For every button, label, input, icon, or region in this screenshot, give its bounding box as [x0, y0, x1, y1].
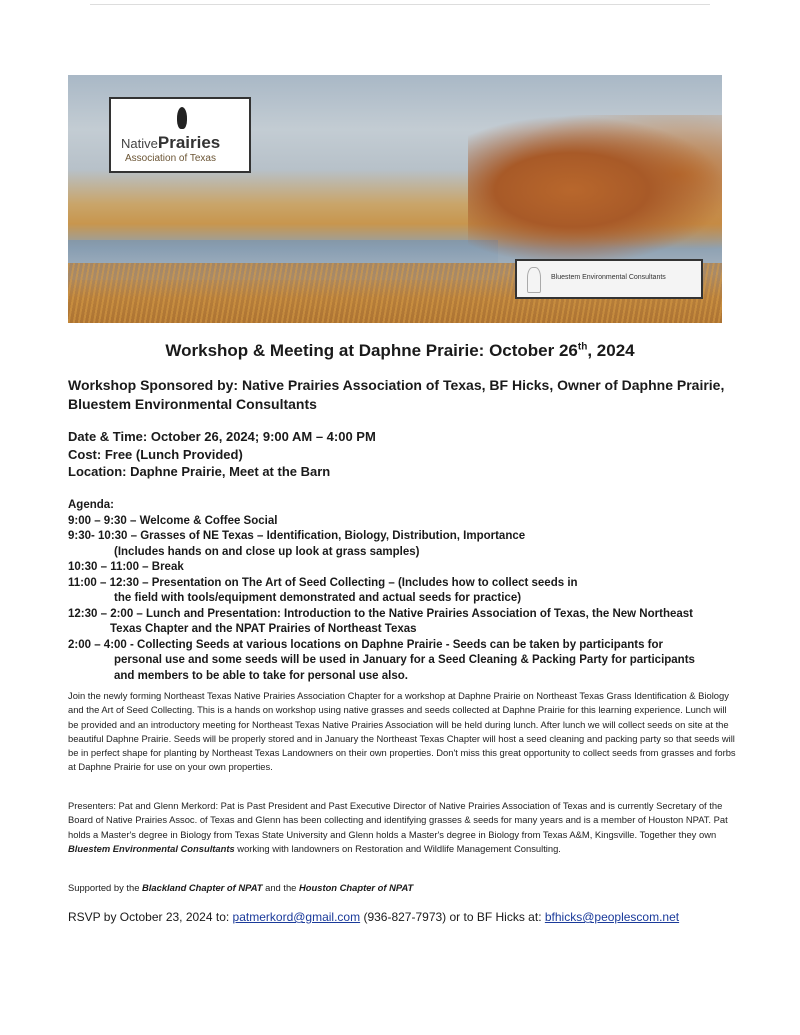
presenters-paragraph: Presenters: Pat and Glenn Merkord: Pat is Past President and Past Executive Director of Native Prairies Association of Texas and is currently Secretary of the Board of Native Prairies Assoc. of Texas and Glenn has been collecting and identifying grasses & seeds for many years and is a member of Houston NPAT. Pat holds a Master's degree in Biology from Texas State University and Glenn holds a Master's degree in Biology from Texas A&M, Kingsville. Together they own Bluestem Environmental Consultants working with landowners on Restoration and Wildlife Management Consulting. [68, 800, 728, 854]
bluestem-logo-text: Bluestem Environmental Consultants [551, 274, 666, 281]
agenda-item: 11:00 – 12:30 – Presentation on The Art of Seed Collecting – (Includes how to collect seeds in [68, 576, 578, 589]
rsvp: RSVP by October 23, 2024 to: patmerkord@gmail.com (936-827-7973) or to BF Hicks at: bfhicks@peoplescom.net [68, 910, 680, 924]
logo-native: Native [121, 136, 158, 151]
sponsors: Workshop Sponsored by: Native Prairies Association of Texas, BF Hicks, Owner of Daphne Prairie, Bluestem Environmental Consultants [68, 377, 725, 412]
agenda-item: 9:30- 10:30 – Grasses of NE Texas – Identification, Biology, Distribution, Importance [68, 530, 526, 542]
agenda-heading: Agenda: [68, 499, 114, 511]
agenda-item-cont: (Includes hands on and close up look at grass samples) [114, 545, 420, 558]
agenda-item-cont: and members to be able to take for personal use also. [114, 669, 408, 682]
autumn-trees [468, 115, 722, 265]
agenda-item-cont: personal use and some seeds will be used in January for a Seed Cleaning & Packing Party for participants [114, 654, 695, 666]
agenda-item-cont: Texas Chapter and the NPAT Prairies of Northeast Texas [110, 623, 417, 635]
agenda-item-cont: the field with tools/equipment demonstrated and actual seeds for practice) [114, 592, 522, 604]
cost: Cost: Free (Lunch Provided) [68, 446, 243, 462]
page-title: Workshop & Meeting at Daphne Prairie: October 26th, 2024 [165, 341, 635, 360]
location: Location: Daphne Prairie, Meet at the Barn [68, 464, 331, 479]
bird-icon [177, 107, 187, 129]
agenda-item: 12:30 – 2:00 – Lunch and Presentation: Introduction to the Native Prairies Association of Texas, the New Northeast [68, 607, 693, 620]
scan-line [90, 4, 710, 5]
bluestem-logo [515, 259, 703, 299]
plant-icon [527, 267, 541, 293]
prairie-photo [68, 75, 722, 323]
logo-association: Association of Texas [125, 153, 216, 164]
agenda-item: 9:00 – 9:30 – Welcome & Coffee Social [68, 514, 278, 527]
description-paragraph: Join the newly forming Northeast Texas Native Prairies Association Chapter for a workshop at Daphne Prairie on Northeast Texas Grass Identification & Biology and the Art of Seed Collecting. This is a hands on workshop using native grasses and seeds collected at Daphne Prairie for this learning experience. Lunch will be provided and an introductory meeting for Northeast Texas Native Prairies Association will be held during lunch. After lunch we will collect seeds on site at the beautiful Daphne Prairie. Seeds will be properly stored and in January the Northeast Texas Chapter will host a seed cleaning and packing party so that seeds will be in perfect shape for planting by Northeast Texas Landowners on their own properties. Don't miss this great opportunity to collect seeds from grasses and forbs at Daphne Prairie for use on your own properties. [68, 690, 736, 773]
agenda-item: 10:30 – 11:00 – Break [68, 561, 184, 573]
event-info [68, 428, 376, 481]
date-time: Date & Time: October 26, 2024; 9:00 AM – 4:00 PM [68, 429, 376, 444]
npat-logo [109, 97, 251, 173]
agenda [68, 498, 748, 684]
email-link-bf[interactable]: bfhicks@peoplescom.net [544, 910, 680, 924]
agenda-item: 2:00 – 4:00 - Collecting Seeds at various locations on Daphne Prairie - Seeds can be taken by participants for [68, 638, 663, 651]
email-link-pat[interactable]: patmerkord@gmail.com [232, 910, 361, 924]
supported-by: Supported by the Blackland Chapter of NPAT and the Houston Chapter of NPAT [68, 882, 414, 893]
logo-prairies: Prairies [157, 133, 221, 152]
